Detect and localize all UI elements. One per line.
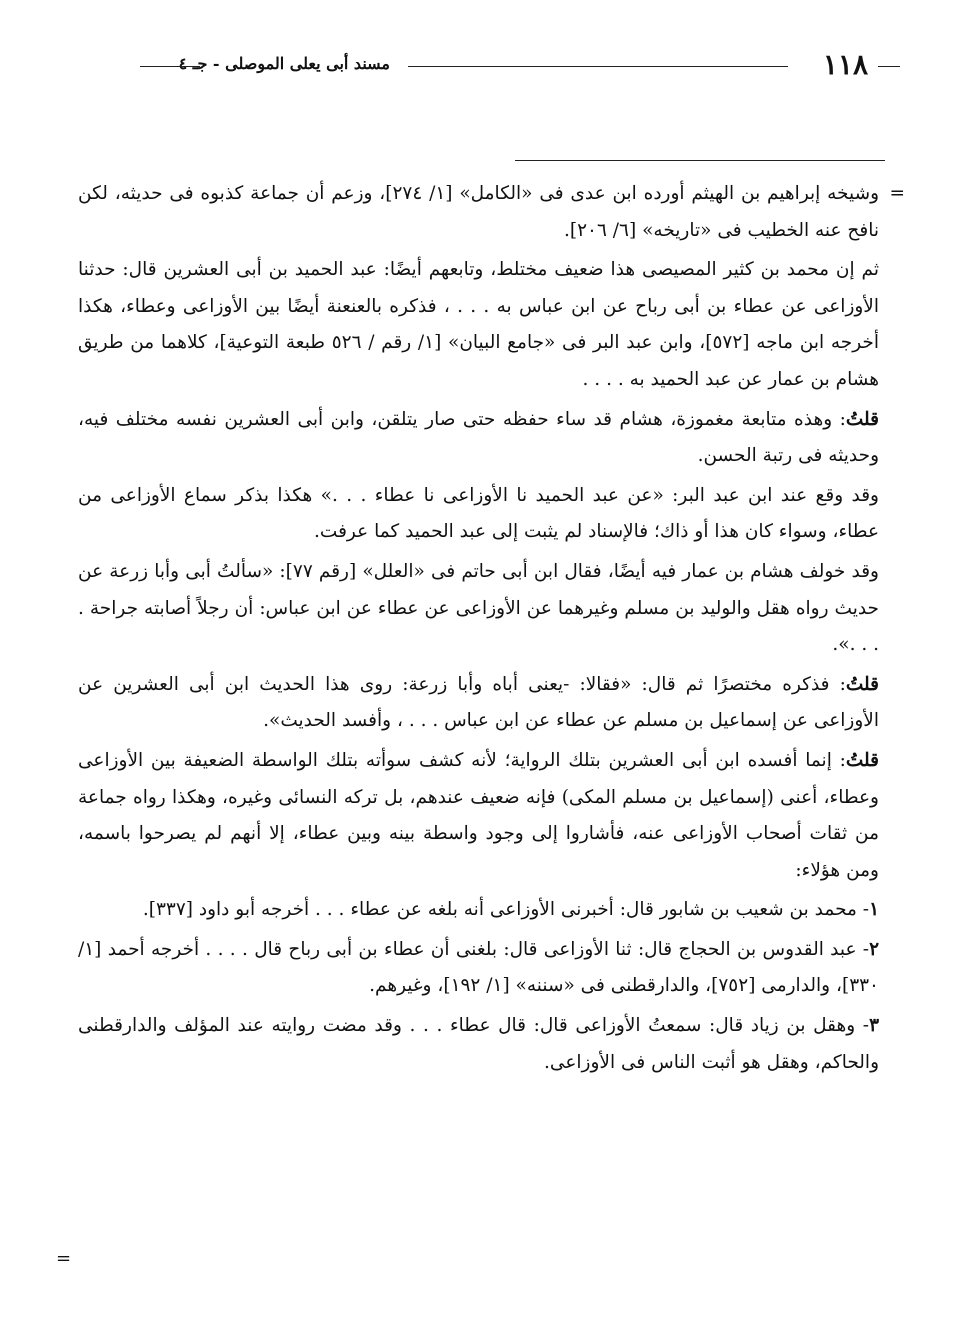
- continuation-mark: =: [889, 183, 905, 204]
- footnote-separator: [515, 160, 885, 161]
- header-rule-middle: [408, 66, 788, 67]
- list-number: ١: [869, 899, 879, 921]
- paragraph: قلتُ: وهذه متابعة مغموزة، هشام قد ساء حفظه حتى صار يتلقن، وابن أبى العشرين نفسه مختلف فيه، وحديثه فى رتبة الحسن.: [78, 408, 879, 467]
- paragraph: وشيخه إبراهيم بن الهيثم أورده ابن عدى فى «الكامل» [١/ ٢٧٤]، وزعم أن جماعة كذبوه فى حديثه، لكن نافح عنه الخطيب فى «تاريخه» [٦/ ٢٠٦].: [78, 183, 880, 241]
- paragraph: قلتُ: فذكره مختصرًا ثم قال: «فقالا: -يعنى أباه وأبا زرعة: روى هذا الحديث ابن أبى العشرين عن الأوزاعى عن إسماعيل بن مسلم عن عطاء عن ابن عباس . . . ، وأفسد الحديث».: [78, 673, 879, 732]
- paragraph-lead: قلتُ: [845, 673, 879, 695]
- paragraph: وقد خولف هشام بن عمار فيه أيضًا، فقال ابن أبى حاتم فى «العلل» [رقم ٧٧]: «سألتُ أبى وأبا زرعة عن حديث رواه هقل والوليد بن مسلم وغيرهما عن الأوزاعى عن عطاء عن ابن عباس: أن رجلاً أصابته جراحة . . . .».: [78, 560, 879, 656]
- list-item: ٣- وهقل بن زياد قال: سمعتُ الأوزاعى قال: قال عطاء . . . وقد مضت روايته عند المؤلف والدارقطنى والحاكم، وهقل هو أثبت الناس فى الأوزاعى.: [78, 1015, 879, 1073]
- header-rule-left: [140, 66, 200, 67]
- list-item: ١- محمد بن شعيب بن شابور قال: أخبرنى الأوزاعى أنه بلغه عن عطاء . . . أخرجه أبو داود [٣٣٧].: [142, 899, 879, 921]
- book-title: مسند أبى يعلى الموصلى - جـ ٤: [178, 54, 390, 73]
- paragraph-lead: قلتُ: [845, 749, 879, 771]
- footnote-body: [78, 176, 905, 1084]
- trailing-continuation-mark: =: [56, 1248, 72, 1269]
- page-number: ١١٨: [822, 48, 868, 81]
- paragraph-lead: قلتُ: [845, 408, 879, 430]
- list-number: ٢: [869, 938, 879, 960]
- list-number: ٣: [869, 1015, 879, 1037]
- page-header: [60, 48, 900, 88]
- paragraph: قلتُ: إنما أفسده ابن أبى العشرين بتلك الرواية؛ لأنه كشف سوأته بتلك الواسطة الضعيفة بين الأوزاعى وعطاء، أعنى (إسماعيل بن مسلم المكى) فإنه ضعيف عندهم، بل تركه النسائى وغيره، وهكذا رواه جماعة من ثقات أصحاب الأوزاعى عنه، فأشاروا إلى وجود واسطة بينه وبين عطاء، إلا أنهم لم يصرحوا باسمه، ومن هؤلاء:: [78, 749, 879, 881]
- paragraph: ثم إن محمد بن كثير المصيصى هذا ضعيف مختلط، وتابعهم أيضًا: عبد الحميد بن أبى العشرين قال: حدثنا الأوزاعى عن عطاء بن أبى رباح عن ابن عباس به . . . ، فذكره بالعنعنة أيضًا بين الأوزاعى وعطاء، هكذا أخرجه ابن ماجه [٥٧٢]، وابن عبد البر فى «جامع البيان» [١/ رقم / ٥٢٦ طبعة التوعية]، كلاهما من طريق هشام بن عمار عن عبد الحميد به . . . .: [78, 259, 879, 390]
- header-rule-right: [878, 66, 900, 67]
- list-item: ٢- عبد القدوس بن الحجاج قال: ثنا الأوزاعى قال: بلغنى أن عطاء بن أبى رباح قال . . . . أخرجه أحمد [١/ ٣٣٠]، والدارمى [٧٥٢]، والدارقطنى فى «سننه» [١/ ١٩٢]، وغيرهم.: [78, 938, 879, 997]
- paragraph: وقد وقع عند ابن عبد البر: «عن عبد الحميد نا الأوزاعى نا عطاء . . .» هكذا بذكر سماع الأوزاعى من عطاء، وسواء كان هذا أو ذاك؛ فالإسناد لم يثبت إلى عبد الحميد كما عرفت.: [78, 484, 879, 543]
